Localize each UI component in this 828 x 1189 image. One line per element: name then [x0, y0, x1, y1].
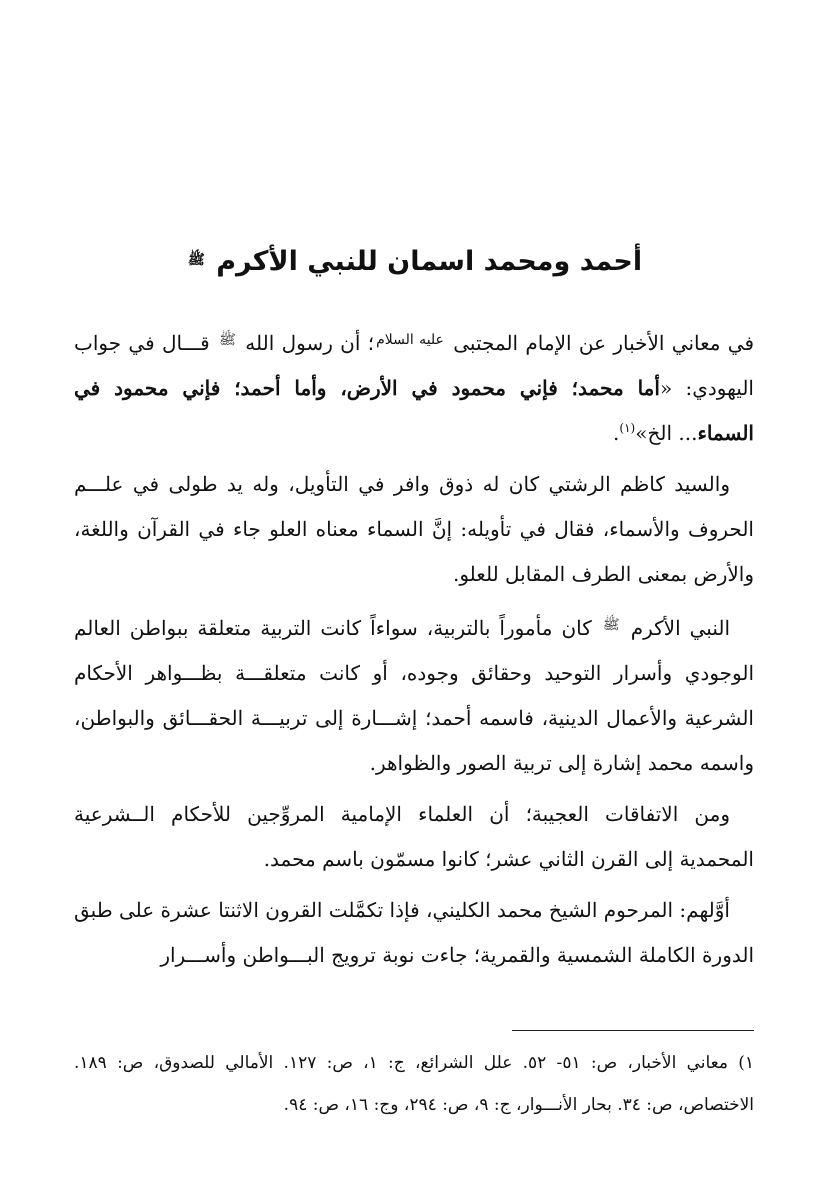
- footnote-marker: (١): [619, 421, 636, 435]
- paragraph-3: [74, 603, 754, 786]
- honorific-mark: ﷺ: [187, 252, 205, 269]
- paragraph-2: والسيد كاظم الرشتي كان له ذوق وافر في التأويل، وله يد طولى في علـــم الحروف والأسماء، فقال في تأويله: إنَّ السماء معناه العلو جاء في القرآن واللغة، والأرض بمعنى الطرف المقابل للعلو.: [74, 472, 754, 586]
- paragraph-text: ... الخ»: [635, 421, 698, 445]
- paragraph-text: قـــال في جواب اليهودي: «: [74, 331, 754, 400]
- paragraph-text: في معاني الأخبار عن الإمام المجتبى: [453, 331, 755, 355]
- page-body: [74, 318, 754, 984]
- chapter-title-text: أحمد ومحمد اسمان للنبي الأكرم: [216, 246, 643, 278]
- honorific-mark: ﷺ: [219, 332, 236, 348]
- chapter-title: [0, 240, 828, 282]
- hadith-quote-bold: أما محمد؛ فإني محمود في الأرض، وأما أحمد؛ فإني محمود في السماء: [74, 376, 754, 445]
- paragraph-1: [74, 318, 754, 456]
- paragraph-text: .: [613, 421, 620, 445]
- paragraph-4: ومن الاتفاقات العجيبة؛ أن العلماء الإمامية المروِّجين للأحكام الــشرعية المحمدية إلى القرن الثاني عشر؛ كانوا مسمّون باسم محمد.: [74, 802, 754, 871]
- paragraph-text: ؛ أن رسول الله: [245, 331, 375, 355]
- paragraph-5: أوَّلهم: المرحوم الشيخ محمد الكليني، فإذا تكمَّلت القرون الاثنتا عشرة على طبق الدورة الكاملة الشمسية والقمرية؛ جاءت نوبة ترويج البـــواطن وأســـرار: [73, 898, 754, 967]
- honorific-mark: عليه السلام: [376, 332, 444, 348]
- honorific-mark: ﷺ: [602, 617, 620, 633]
- footnote: ١) معاني الأخبار، ص: ٥١- ٥٢. علل الشرائع، ج: ١، ص: ١٢٧. الأمالي للصدوق، ص: ١٨٩. الاختصاص، ص: ٣٤. بحار الأنـــوار، ج: ٩، ص: ٢٩٤، وج: ١٦، ص: ٩٤.: [74, 1053, 754, 1115]
- paragraph-text: كان مأموراً بالتربية، سواءاً كانت التربية متعلقة ببواطن العالم الوجودي وأسرار التوحيد وحقائق وجوده، أو كانت متعلقـــة بظـــواهر الأحكام الشرعية والأعمال الدينية، فاسمه أحمد؛ إشـــارة إلى تربيـــة الحقـــائق والبواطن، واسمه محمد إشارة إلى تربية الصور والظواهر.: [74, 616, 754, 775]
- footnote-separator: [512, 1030, 754, 1031]
- paragraph-text: النبي الأكرم: [630, 616, 731, 640]
